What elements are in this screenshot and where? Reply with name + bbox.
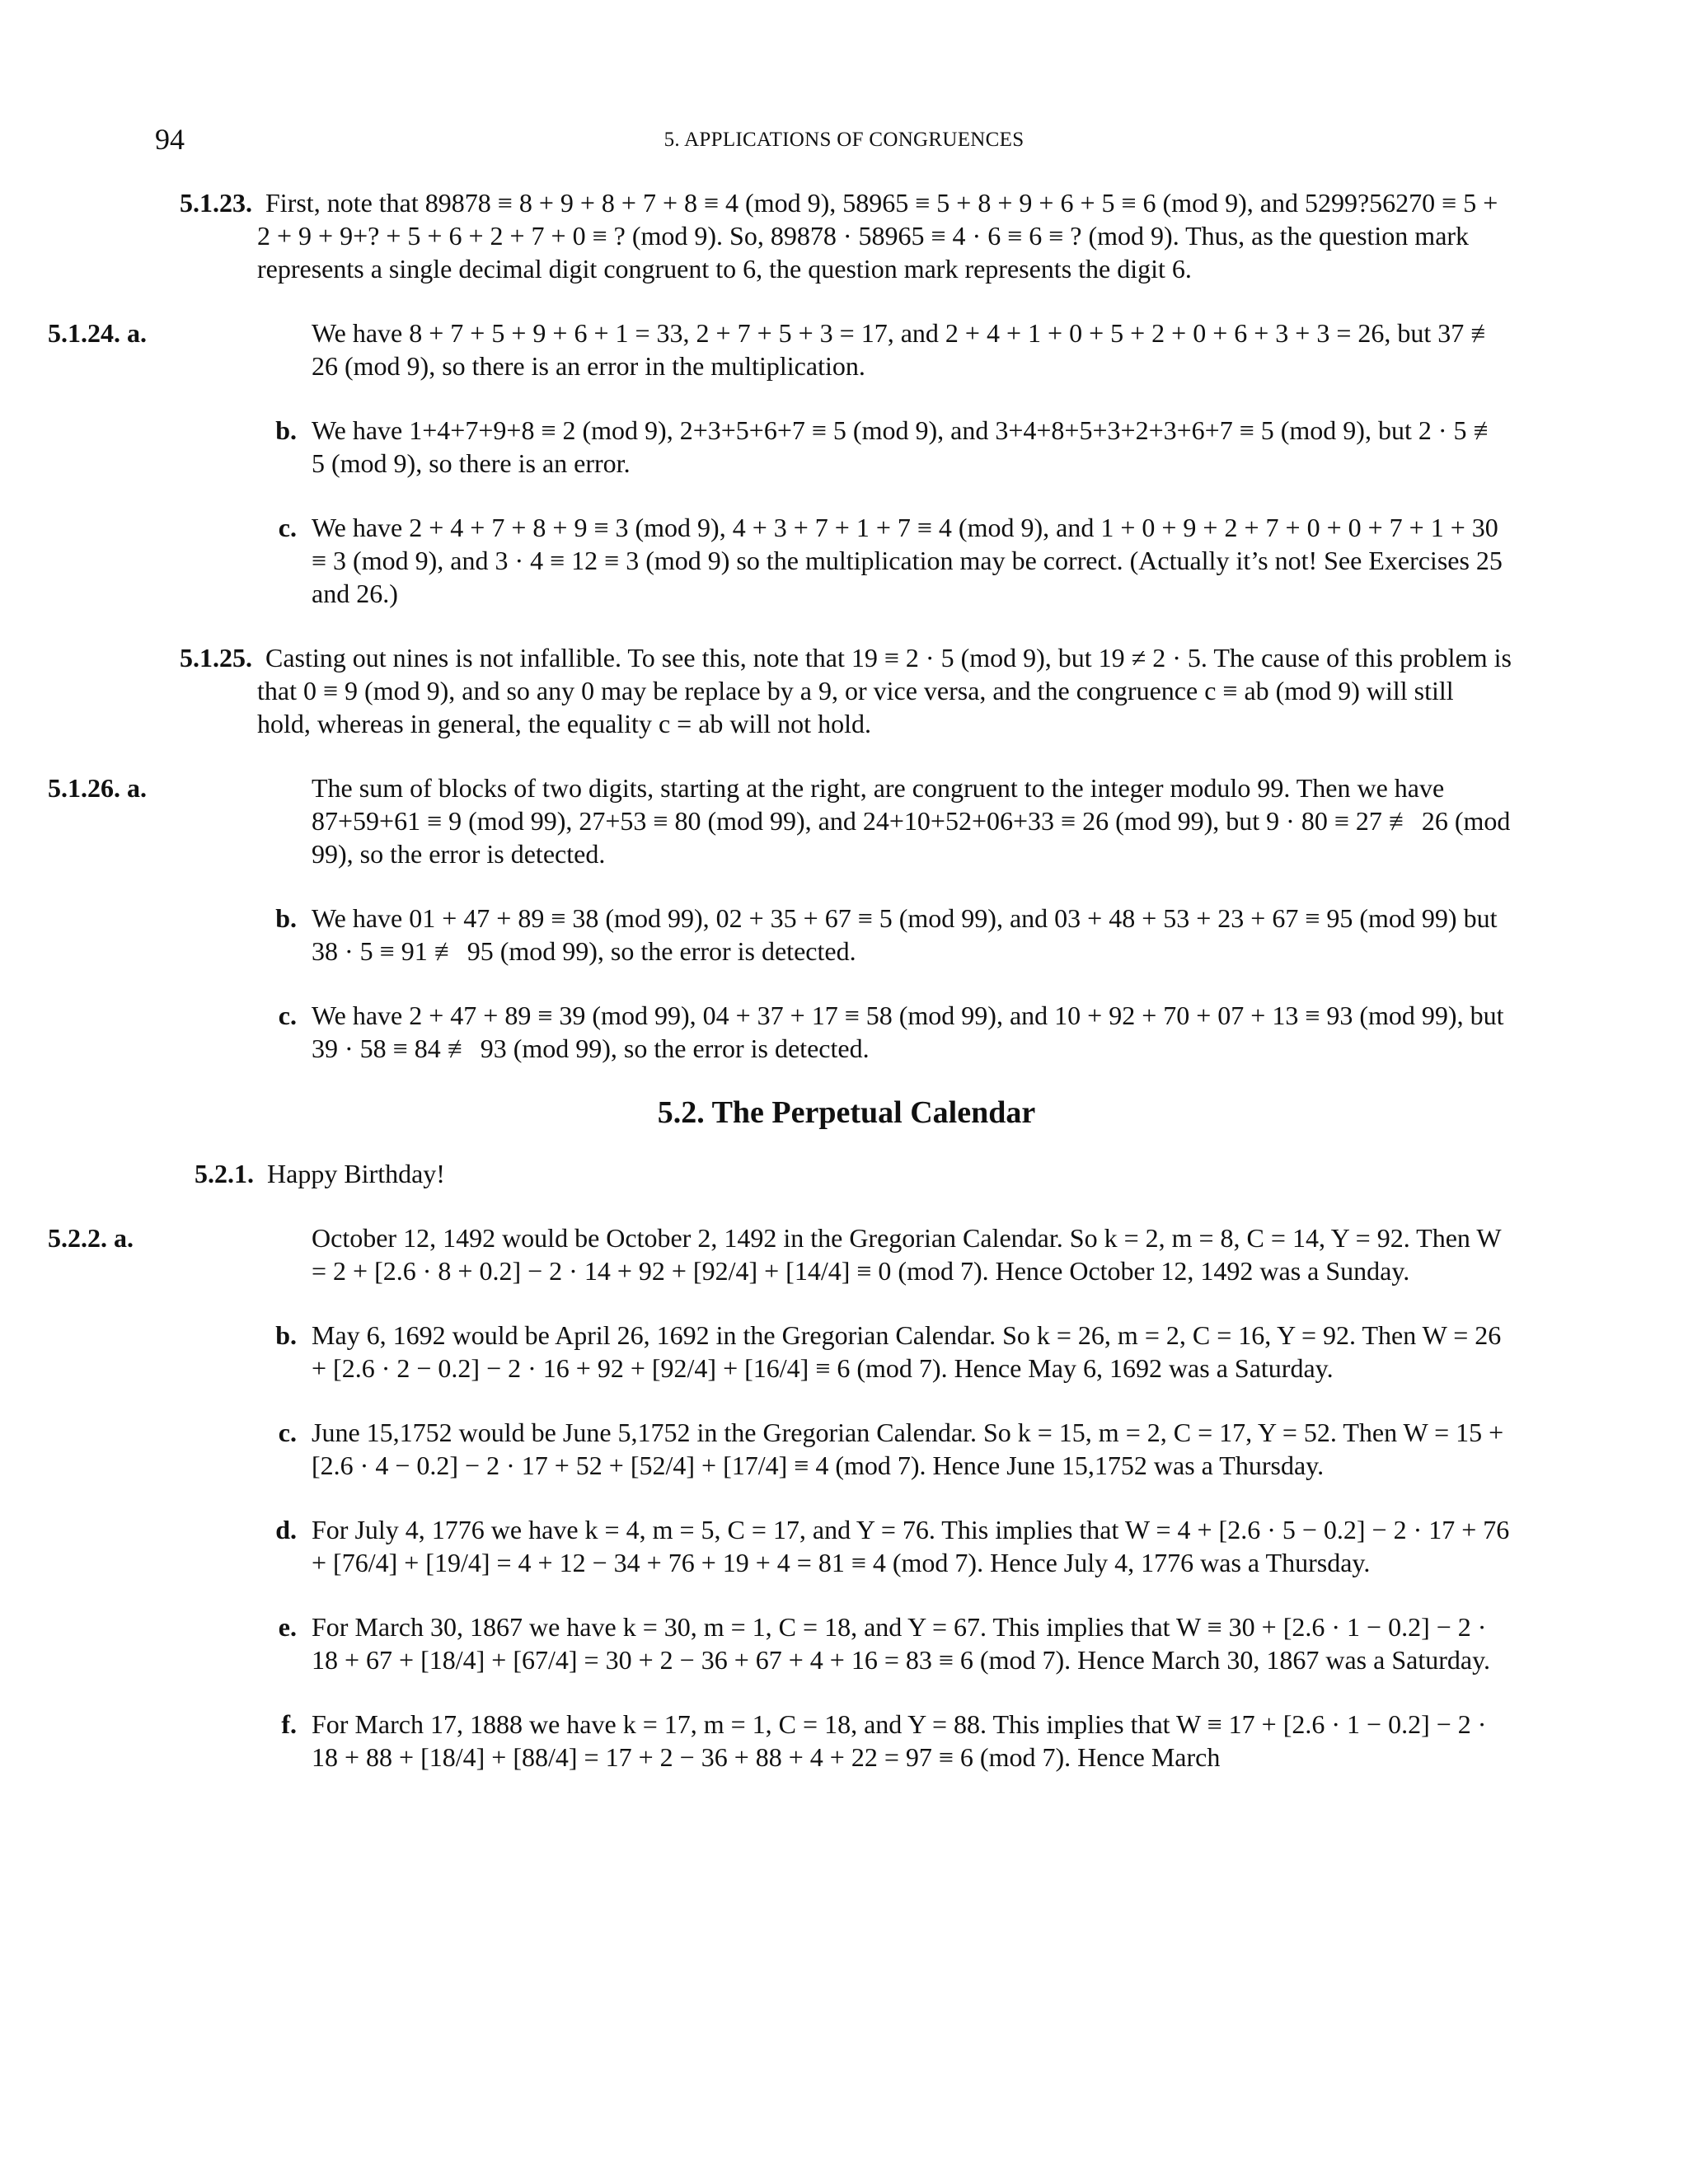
part-text: We have 1+4+7+9+8 ≡ 2 (mod 9), 2+3+5+6+7 ≡ 5 (mod 9), and 3+4+8+5+3+2+3+6+7 ≡ 5 (mod 9), but 2 · 5 ≢ 5 (mod 9), so there is an error. <box>312 415 1500 478</box>
exercise-5-2-2f <box>180 1708 1513 1774</box>
part-text: For March 17, 1888 we have k = 17, m = 1, C = 18, and Y = 88. This implies that W ≡ 17 + [2.6 · 1 − 0.2] − 2 · 18 + 88 + [18/4] + [88/4] = 17 + 2 − 36 + 88 + 4 + 22 = 97 ≡ 6 (mod 7). Hence March <box>312 1709 1487 1772</box>
exercise-text: Happy Birthday! <box>267 1159 445 1188</box>
exercise-label: 5.2.2. <box>48 1223 107 1253</box>
exercise-5-2-2a <box>48 1221 1513 1287</box>
exercise-5-2-2d <box>180 1513 1513 1579</box>
part-text: June 15,1752 would be June 5,1752 in the Gregorian Calendar. So k = 15, m = 2, C = 17, Y = 52. Then W = 15 + [2.6 · 4 − 0.2] − 2 · 17 + 52 + [52/4] + [17/4] ≡ 4 (mod 7). Hence June 15,1752 was a Thursday. <box>312 1418 1504 1480</box>
exercise-label-with-part <box>48 771 312 804</box>
exercise-5-2-1 <box>180 1157 1513 1190</box>
part-text: For March 30, 1867 we have k = 30, m = 1, C = 18, and Y = 67. This implies that W ≡ 30 + [2.6 · 1 − 0.2] − 2 · 18 + 67 + [18/4] + [67/4] = 30 + 2 − 36 + 67 + 4 + 16 = 83 ≡ 6 (mod 7). Hence March 30, 1867 was a Saturday. <box>312 1612 1490 1675</box>
part-letter: a. <box>114 1223 134 1253</box>
part-letter: d. <box>275 1515 297 1544</box>
part-letter: c. <box>278 1001 297 1030</box>
part-letter: b. <box>275 903 297 933</box>
exercise-5-1-26a <box>48 771 1513 870</box>
exercise-label: 5.1.25. <box>180 643 252 673</box>
exercise-label-with-part <box>48 1221 312 1254</box>
part-text: We have 2 + 47 + 89 ≡ 39 (mod 99), 04 + 37 + 17 ≡ 58 (mod 99), and 10 + 92 + 70 + 07 + 13 ≡ 93 (mod 99), but 39 · 58 ≡ 84 ≢ 93 (mod 99), so the error is detected. <box>312 1001 1504 1063</box>
exercise-5-1-24a <box>48 316 1513 382</box>
part-letter: b. <box>275 415 297 445</box>
part-letter: f. <box>281 1709 297 1739</box>
exercise-5-2-2e <box>180 1610 1513 1676</box>
part-text: We have 2 + 4 + 7 + 8 + 9 ≡ 3 (mod 9), 4 + 3 + 7 + 1 + 7 ≡ 4 (mod 9), and 1 + 0 + 9 + 2 + 7 + 0 + 0 + 7 + 1 + 30 ≡ 3 (mod 9), and 3 · 4 ≡ 12 ≡ 3 (mod 9) so the multiplication may be correct. (Actually it’s not! See Exercises 25 and 26.) <box>312 513 1503 608</box>
exercise-5-1-23 <box>180 186 1513 285</box>
exercise-label: 5.2.1. <box>195 1159 254 1188</box>
part-letter: c. <box>278 1418 297 1447</box>
part-letter: a. <box>127 318 147 348</box>
exercise-5-2-2b <box>180 1319 1513 1385</box>
part-letter: a. <box>127 773 147 803</box>
exercise-text: Casting out nines is not infallible. To see this, note that 19 ≡ 2 · 5 (mod 9), but 19 ≠ 2 · 5. The cause of this problem is that 0 ≡ 9 (mod 9), and so any 0 may be replace by a 9, or vice versa, and the congruence c ≡ ab (mod 9) will still hold, whereas in general, the equality c = ab will not hold. <box>257 643 1512 738</box>
part-text: For July 4, 1776 we have k = 4, m = 5, C = 17, and Y = 76. This implies that W = 4 + [2.6 · 5 − 0.2] − 2 · 17 + 76 + [76/4] + [19/4] = 4 + 12 − 34 + 76 + 19 + 4 = 81 ≡ 4 (mod 7). Hence July 4, 1776 was a Thursday. <box>312 1515 1510 1577</box>
exercise-5-1-24b <box>180 414 1513 480</box>
part-text: We have 01 + 47 + 89 ≡ 38 (mod 99), 02 + 35 + 67 ≡ 5 (mod 99), and 03 + 48 + 53 + 23 + 67 ≡ 95 (mod 99) but 38 · 5 ≡ 91 ≢ 95 (mod 99), so the error is detected. <box>312 903 1498 966</box>
page-header <box>0 122 1688 155</box>
exercise-label: 5.1.24. <box>48 318 120 348</box>
part-text: We have 8 + 7 + 5 + 9 + 6 + 1 = 33, 2 + 7 + 5 + 3 = 17, and 2 + 4 + 1 + 0 + 5 + 2 + 0 + 6 + 3 + 3 = 26, but 37 ≢ 26 (mod 9), so there is an error in the multiplication. <box>312 318 1498 381</box>
section-title: 5.2. The Perpetual Calendar <box>657 1095 1036 1130</box>
part-letter: c. <box>278 513 297 542</box>
exercise-5-1-26b <box>180 902 1513 968</box>
part-text: The sum of blocks of two digits, starting at the right, are congruent to the integer modulo 99. Then we have 87+59+61 ≡ 9 (mod 99), 27+53 ≡ 80 (mod 99), and 24+10+52+06+33 ≡ 26 (mod 99), but 9 · 80 ≡ 27 ≢ 26 (mod 99), so the error is detected. <box>312 773 1511 869</box>
exercise-5-1-26c <box>180 999 1513 1065</box>
exercise-5-2-2c <box>180 1416 1513 1482</box>
part-text: October 12, 1492 would be October 2, 1492 in the Gregorian Calendar. So k = 2, m = 8, C = 14, Y = 92. Then W = 2 + [2.6 · 8 + 0.2] − 2 · 14 + 92 + [92/4] + [14/4] ≡ 0 (mod 7). Hence October 12, 1492 was a Sunday. <box>312 1223 1501 1286</box>
exercise-label: 5.1.26. <box>48 773 120 803</box>
part-letter: e. <box>278 1612 297 1642</box>
exercise-label: 5.1.23. <box>180 188 252 218</box>
part-letter: b. <box>275 1320 297 1350</box>
exercise-5-1-24c <box>180 511 1513 610</box>
page-number: 94 <box>155 123 185 156</box>
exercise-label-with-part <box>48 316 312 349</box>
running-head: 5. APPLICATIONS OF CONGRUENCES <box>663 129 1025 151</box>
exercise-text: First, note that 89878 ≡ 8 + 9 + 8 + 7 + 8 ≡ 4 (mod 9), 58965 ≡ 5 + 8 + 9 + 6 + 5 ≡ 6 (mod 9), and 5299?56270 ≡ 5 + 2 + 9 + 9+? + 5 + 6 + 2 + 7 + 0 ≡ ? (mod 9). So, 89878 · 58965 ≡ 4 · 6 ≡ 6 ≡ ? (mod 9). Thus, as the question mark represents a single decimal digit congruent to 6, the question mark represents the digit 6. <box>257 188 1498 284</box>
page-content <box>48 186 1513 1805</box>
part-text: May 6, 1692 would be April 26, 1692 in the Gregorian Calendar. So k = 26, m = 2, C = 16, Y = 92. Then W = 26 + [2.6 · 2 − 0.2] − 2 · 16 + 92 + [92/4] + [16/4] ≡ 6 (mod 7). Hence May 6, 1692 was a Saturday. <box>312 1320 1502 1383</box>
exercise-5-1-25 <box>180 641 1513 740</box>
